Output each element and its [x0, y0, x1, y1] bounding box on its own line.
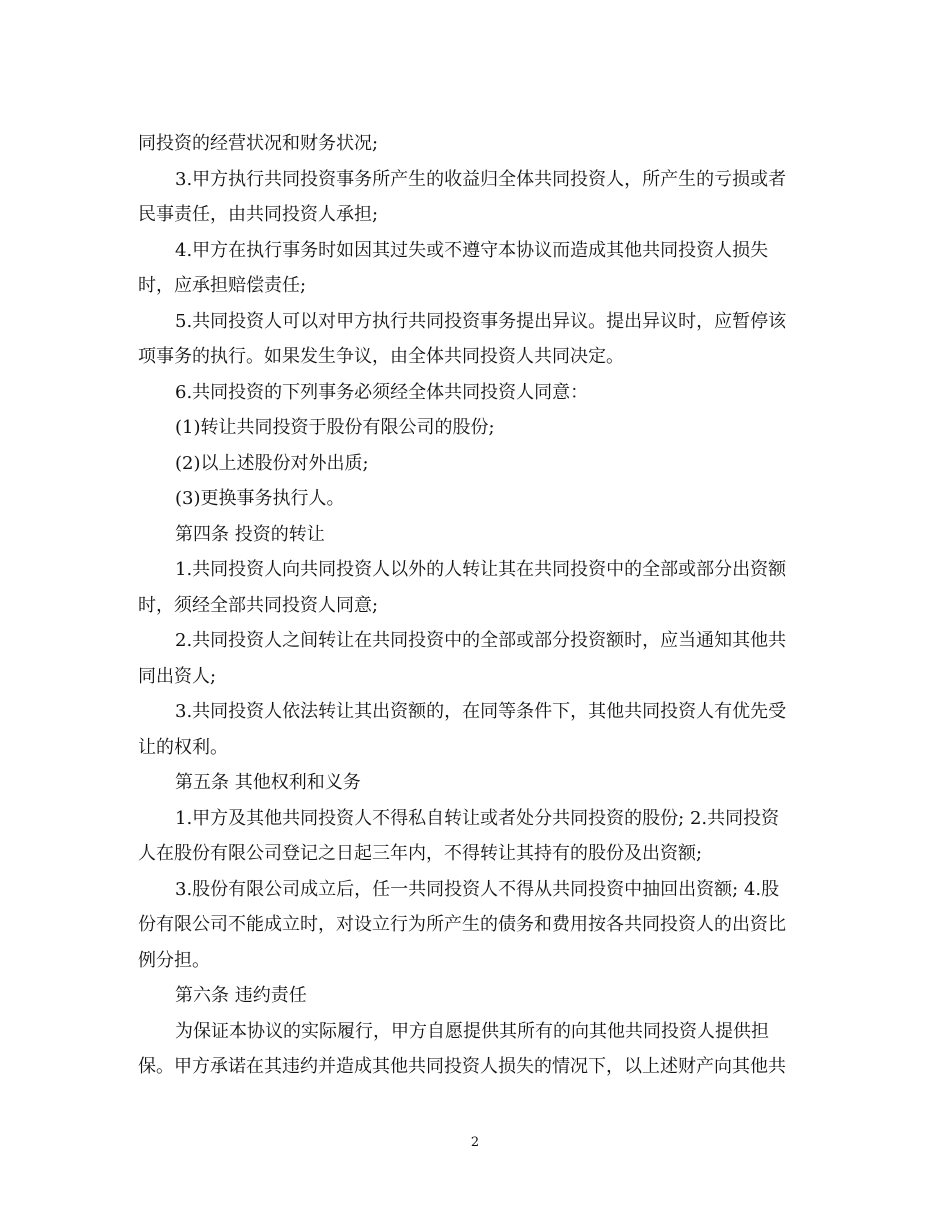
text-line: 3.甲方执行共同投资事务所产生的收益归全体共同投资人，所产生的亏损或者 [175, 168, 787, 190]
section-heading: 第五条 其他权利和义务 [175, 772, 361, 793]
text-line: 同出资人; [138, 665, 217, 687]
text-line: (3)更换事务执行人。 [175, 488, 345, 509]
text-line: 6.共同投资的下列事务必须经全体共同投资人同意： [175, 381, 589, 403]
text-line: (1)转让共同投资于股份有限公司的股份; [175, 417, 495, 438]
text-line: 时，应承担赔偿责任; [138, 275, 307, 296]
text-line: 为保证本协议的实际履行，甲方自愿提供其所有的向其他共同投资人提供担 [175, 1020, 769, 1042]
page-number: 2 [470, 1135, 480, 1150]
text-line: 项事务的执行。如果发生争议，由全体共同投资人共同决定。 [138, 346, 624, 367]
text-line: 1.共同投资人向共同投资人以外的人转让其在共同投资中的全部或部分出资额 [175, 559, 787, 580]
text-line: 3.共同投资人依法转让其出资额的，在同等条件下，其他共同投资人有优先受 [175, 701, 787, 722]
section-heading: 第四条 投资的转让 [175, 523, 325, 545]
text-line: 2.共同投资人之间转让在共同投资中的全部或部分投资额时，应当通知其他共 [175, 630, 787, 651]
text-line: 保。甲方承诺在其违约并造成其他共同投资人损失的情况下，以上述财产向其他共 [138, 1056, 786, 1077]
section-heading: 第六条 违约责任 [175, 985, 307, 1006]
text-line: 1.甲方及其他共同投资人不得私自转让或者处分共同投资的股份; 2.共同投资 [175, 807, 780, 829]
document-body [138, 126, 818, 1085]
text-line: 时，须经全部共同投资人同意; [138, 594, 379, 616]
text-line: 5.共同投资人可以对甲方执行共同投资事务提出异议。提出异议时，应暂停该 [175, 310, 787, 332]
text-line: 例分担。 [138, 949, 210, 971]
text-line: 份有限公司不能成立时，对设立行为所产生的债务和费用按各共同投资人的出资比 [138, 914, 786, 935]
text-line: 同投资的经营状况和财务状况; [138, 133, 379, 154]
text-line: 民事责任，由共同投资人承担; [138, 204, 379, 225]
text-line: 4.甲方在执行事务时如因其过失或不遵守本协议而造成其他共同投资人损失 [175, 239, 769, 261]
text-line: (2)以上述股份对外出质; [175, 452, 369, 474]
text-line: 3.股份有限公司成立后，任一共同投资人不得从共同投资中抽回出资额; 4.股 [175, 878, 780, 900]
text-line: 人在股份有限公司登记之日起三年内，不得转让其持有的股份及出资额; [138, 843, 703, 864]
text-line: 让的权利。 [138, 736, 228, 758]
